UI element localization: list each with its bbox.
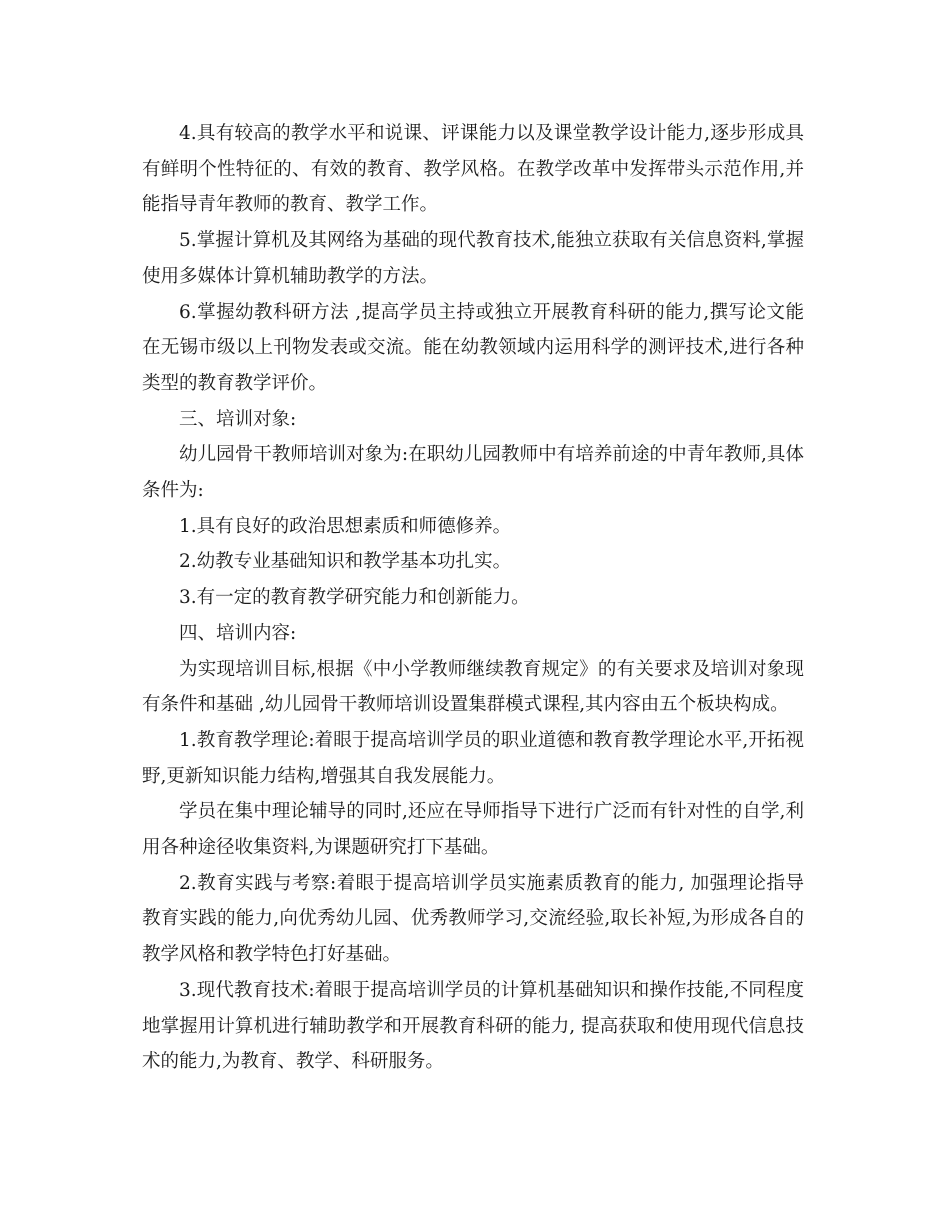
paragraph-condition-3: 3.有一定的教育教学研究能力和创新能力。 (179, 587, 530, 609)
paragraph-content-1: 1.教育教学理论:着眼于提高培训学员的职业道德和教育教学理论水平,开拓视野,更新知识能力结构,增强其自我发展能力。 (142, 729, 804, 787)
paragraph-content-intro: 为实现培训目标,根据《中小学教师继续教育规定》的有关要求及培训对象现有条件和基础 ,幼儿园骨干教师培训设置集群模式课程,其内容由五个板块构成。 (142, 658, 804, 716)
paragraph-target-intro: 幼儿园骨干教师培训对象为:在职幼儿园教师中有培养前途的中青年教师,具体条件为: (142, 444, 804, 502)
paragraph-content-3: 3.现代教育技术:着眼于提高培训学员的计算机基础知识和操作技能,不同程度地掌握用计算机进行辅助教学和开展教育科研的能力, 提高获取和使用现代信息技术的能力,为教育、教学、科研服务。 (142, 979, 804, 1073)
paragraph-requirement-6: 6.掌握幼教科研方法 ,提高学员主持或独立开展教育科研的能力,撰写论文能在无锡市级以上刊物发表或交流。能在幼教领域内运用科学的测评技术,进行各种类型的教育教学评价。 (142, 301, 804, 394)
paragraph-requirement-5: 5.掌握计算机及其网络为基础的现代教育技术,能独立获取有关信息资料,掌握使用多媒体计算机辅助教学的方法。 (142, 230, 804, 287)
document-body (142, 116, 804, 1080)
paragraph-content-2: 2.教育实践与考察:着眼于提高培训学员实施素质教育的能力, 加强理论指导教育实践的能力,向优秀幼儿园、优秀教师学习,交流经验,取长补短,为形成各自的教学风格和教学特色打好基础。 (142, 872, 804, 966)
paragraph-condition-1: 1.具有良好的政治思想素质和师德修养。 (179, 515, 512, 537)
paragraph-condition-2: 2.幼教专业基础知识和教学基本功扎实。 (179, 551, 512, 573)
section-heading-training-content: 四、培训内容: (179, 622, 297, 644)
section-heading-training-target: 三、培训对象: (179, 408, 297, 430)
paragraph-requirement-4: 4.具有较高的教学水平和说课、评课能力以及课堂教学设计能力,逐步形成具有鲜明个性特征的、有效的教育、教学风格。在教学改革中发挥带头示范作用,并能指导青年教师的教育、教学工作。 (142, 123, 804, 216)
paragraph-content-1-detail: 学员在集中理论辅导的同时,还应在导师指导下进行广泛而有针对性的自学,利用各种途径收集资料,为课题研究打下基础。 (142, 801, 804, 859)
